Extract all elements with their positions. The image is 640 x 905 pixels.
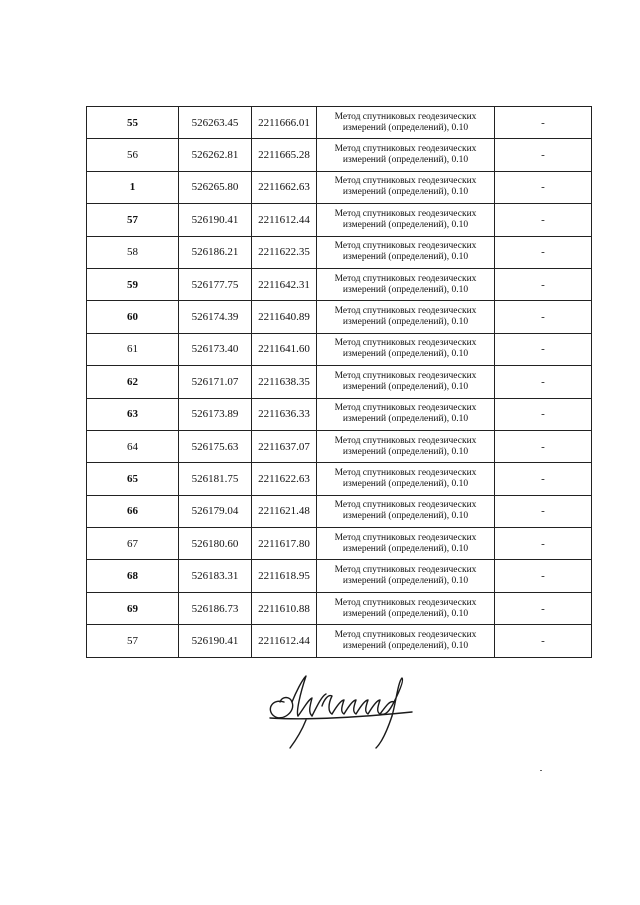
note-cell: - [495, 463, 592, 495]
method-cell: Метод спутниковых геодезических измерений (определений), 0.10 [317, 560, 495, 592]
table-row [87, 171, 592, 203]
method-cell: Метод спутниковых геодезических измерений (определений), 0.10 [317, 139, 495, 171]
x-coordinate-cell: 526190.41 [179, 625, 252, 657]
x-coordinate-cell: 526181.75 [179, 463, 252, 495]
point-number-cell: 57 [87, 204, 179, 236]
note-cell: - [495, 107, 592, 139]
method-cell: Метод спутниковых геодезических измерений (определений), 0.10 [317, 430, 495, 462]
method-cell: Метод спутниковых геодезических измерений (определений), 0.10 [317, 366, 495, 398]
x-coordinate-cell: 526186.73 [179, 592, 252, 624]
point-number-cell: 1 [87, 171, 179, 203]
y-coordinate-cell: 2211638.35 [252, 366, 317, 398]
point-number-cell: 63 [87, 398, 179, 430]
x-coordinate-cell: 526173.40 [179, 333, 252, 365]
point-number-cell: 68 [87, 560, 179, 592]
y-coordinate-cell: 2211612.44 [252, 625, 317, 657]
method-cell: Метод спутниковых геодезических измерений (определений), 0.10 [317, 625, 495, 657]
x-coordinate-cell: 526179.04 [179, 495, 252, 527]
y-coordinate-cell: 2211618.95 [252, 560, 317, 592]
y-coordinate-cell: 2211612.44 [252, 204, 317, 236]
y-coordinate-cell: 2211636.33 [252, 398, 317, 430]
coordinates-table-body [87, 107, 592, 658]
table-row [87, 463, 592, 495]
note-cell: - [495, 430, 592, 462]
note-cell: - [495, 268, 592, 300]
point-number-cell: 64 [87, 430, 179, 462]
table-row [87, 430, 592, 462]
point-number-cell: 59 [87, 268, 179, 300]
note-cell: - [495, 495, 592, 527]
note-cell: - [495, 625, 592, 657]
x-coordinate-cell: 526174.39 [179, 301, 252, 333]
note-cell: - [495, 592, 592, 624]
x-coordinate-cell: 526177.75 [179, 268, 252, 300]
y-coordinate-cell: 2211637.07 [252, 430, 317, 462]
method-cell: Метод спутниковых геодезических измерений (определений), 0.10 [317, 236, 495, 268]
note-cell: - [495, 560, 592, 592]
y-coordinate-cell: 2211642.31 [252, 268, 317, 300]
table-row [87, 204, 592, 236]
coordinates-table [86, 106, 592, 658]
table-row [87, 398, 592, 430]
point-number-cell: 55 [87, 107, 179, 139]
note-cell: - [495, 236, 592, 268]
table-row [87, 139, 592, 171]
method-cell: Метод спутниковых геодезических измерений (определений), 0.10 [317, 301, 495, 333]
note-cell: - [495, 528, 592, 560]
note-cell: - [495, 333, 592, 365]
y-coordinate-cell: 2211665.28 [252, 139, 317, 171]
table-row [87, 495, 592, 527]
y-coordinate-cell: 2211641.60 [252, 333, 317, 365]
note-cell: - [495, 398, 592, 430]
method-cell: Метод спутниковых геодезических измерений (определений), 0.10 [317, 333, 495, 365]
point-number-cell: 62 [87, 366, 179, 398]
method-cell: Метод спутниковых геодезических измерений (определений), 0.10 [317, 463, 495, 495]
method-cell: Метод спутниковых геодезических измерений (определений), 0.10 [317, 268, 495, 300]
table-row [87, 236, 592, 268]
point-number-cell: 66 [87, 495, 179, 527]
y-coordinate-cell: 2211666.01 [252, 107, 317, 139]
x-coordinate-cell: 526265.80 [179, 171, 252, 203]
x-coordinate-cell: 526262.81 [179, 139, 252, 171]
x-coordinate-cell: 526173.89 [179, 398, 252, 430]
method-cell: Метод спутниковых геодезических измерений (определений), 0.10 [317, 592, 495, 624]
y-coordinate-cell: 2211622.63 [252, 463, 317, 495]
table-row [87, 625, 592, 657]
method-cell: Метод спутниковых геодезических измерений (определений), 0.10 [317, 171, 495, 203]
point-number-cell: 57 [87, 625, 179, 657]
point-number-cell: 67 [87, 528, 179, 560]
note-cell: - [495, 139, 592, 171]
point-number-cell: 65 [87, 463, 179, 495]
point-number-cell: 61 [87, 333, 179, 365]
x-coordinate-cell: 526183.31 [179, 560, 252, 592]
handwritten-signature [262, 672, 422, 754]
method-cell: Метод спутниковых геодезических измерений (определений), 0.10 [317, 495, 495, 527]
x-coordinate-cell: 526171.07 [179, 366, 252, 398]
x-coordinate-cell: 526263.45 [179, 107, 252, 139]
x-coordinate-cell: 526190.41 [179, 204, 252, 236]
table-row [87, 366, 592, 398]
y-coordinate-cell: 2211622.35 [252, 236, 317, 268]
note-cell: - [495, 171, 592, 203]
y-coordinate-cell: 2211621.48 [252, 495, 317, 527]
method-cell: Метод спутниковых геодезических измерений (определений), 0.10 [317, 528, 495, 560]
table-row [87, 592, 592, 624]
table-row [87, 333, 592, 365]
x-coordinate-cell: 526175.63 [179, 430, 252, 462]
point-number-cell: 58 [87, 236, 179, 268]
note-cell: - [495, 204, 592, 236]
y-coordinate-cell: 2211640.89 [252, 301, 317, 333]
x-coordinate-cell: 526186.21 [179, 236, 252, 268]
point-number-cell: 56 [87, 139, 179, 171]
y-coordinate-cell: 2211617.80 [252, 528, 317, 560]
scan-speck [540, 770, 542, 771]
method-cell: Метод спутниковых геодезических измерений (определений), 0.10 [317, 204, 495, 236]
point-number-cell: 69 [87, 592, 179, 624]
table-row [87, 560, 592, 592]
point-number-cell: 60 [87, 301, 179, 333]
y-coordinate-cell: 2211662.63 [252, 171, 317, 203]
table-row [87, 107, 592, 139]
table-row [87, 268, 592, 300]
table-row [87, 528, 592, 560]
note-cell: - [495, 366, 592, 398]
method-cell: Метод спутниковых геодезических измерений (определений), 0.10 [317, 398, 495, 430]
method-cell: Метод спутниковых геодезических измерений (определений), 0.10 [317, 107, 495, 139]
note-cell: - [495, 301, 592, 333]
x-coordinate-cell: 526180.60 [179, 528, 252, 560]
table-row [87, 301, 592, 333]
y-coordinate-cell: 2211610.88 [252, 592, 317, 624]
